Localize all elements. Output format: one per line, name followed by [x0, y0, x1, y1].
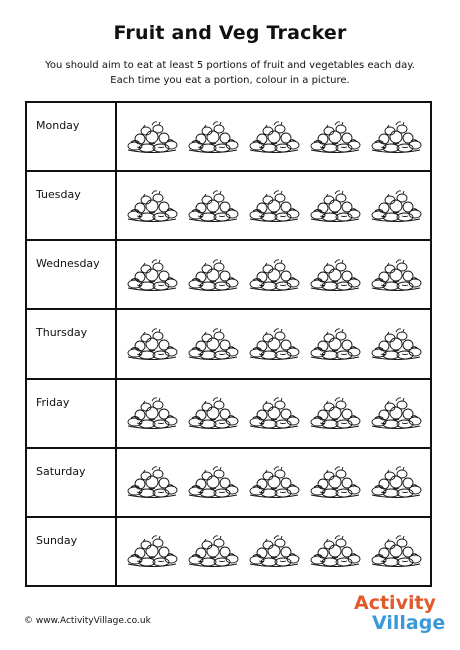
logo-line-2: Village: [372, 612, 446, 634]
fruit-veg-pile-icon: [125, 189, 179, 223]
fruit-veg-pile-icon: [369, 120, 423, 154]
fruit-veg-pile-icon: [186, 534, 240, 568]
fruit-veg-pile-icon: [186, 327, 240, 361]
instructions: [0, 58, 460, 88]
portion-pictures: [117, 241, 430, 308]
fruit-veg-pile-icon: [186, 258, 240, 292]
fruit-veg-pile-icon: [186, 189, 240, 223]
fruit-veg-pile-icon: [308, 120, 362, 154]
portion-pictures: [117, 380, 430, 447]
activity-village-logo: [354, 592, 444, 636]
portion-pictures: [117, 449, 430, 516]
portion-pictures: [117, 103, 430, 170]
fruit-veg-pile-icon: [308, 189, 362, 223]
fruit-veg-pile-icon: [125, 465, 179, 499]
tracker-row-friday: [27, 380, 430, 449]
portion-pictures: [117, 172, 430, 239]
day-label: Tuesday: [27, 172, 117, 239]
fruit-veg-pile-icon: [186, 120, 240, 154]
footer-url: [24, 616, 151, 626]
fruit-veg-pile-icon: [308, 396, 362, 430]
day-label: Wednesday: [27, 241, 117, 308]
fruit-veg-pile-icon: [247, 258, 301, 292]
fruit-veg-pile-icon: [369, 189, 423, 223]
portion-pictures: [117, 518, 430, 585]
tracker-table: [25, 101, 432, 587]
fruit-veg-pile-icon: [369, 327, 423, 361]
fruit-veg-pile-icon: [247, 396, 301, 430]
fruit-veg-pile-icon: [308, 327, 362, 361]
fruit-veg-pile-icon: [247, 534, 301, 568]
fruit-veg-pile-icon: [369, 465, 423, 499]
fruit-veg-pile-icon: [125, 258, 179, 292]
fruit-veg-pile-icon: [308, 534, 362, 568]
fruit-veg-pile-icon: [308, 258, 362, 292]
footer-url-text: © www.ActivityVillage.co.uk: [24, 616, 151, 626]
day-label: Monday: [27, 103, 117, 170]
tracker-row-thursday: [27, 310, 430, 379]
fruit-veg-pile-icon: [369, 396, 423, 430]
tracker-row-monday: [27, 103, 430, 172]
fruit-veg-pile-icon: [247, 327, 301, 361]
tracker-row-tuesday: [27, 172, 430, 241]
fruit-veg-pile-icon: [247, 120, 301, 154]
fruit-veg-pile-icon: [369, 258, 423, 292]
fruit-veg-pile-icon: [125, 120, 179, 154]
day-label: Friday: [27, 380, 117, 447]
fruit-veg-pile-icon: [247, 465, 301, 499]
day-label: Sunday: [27, 518, 117, 585]
logo-line-1: Activity: [354, 592, 436, 614]
day-label: Thursday: [27, 310, 117, 377]
tracker-row-sunday: [27, 518, 430, 585]
fruit-veg-pile-icon: [125, 534, 179, 568]
tracker-row-saturday: [27, 449, 430, 518]
fruit-veg-pile-icon: [308, 465, 362, 499]
portion-pictures: [117, 310, 430, 377]
instruction-line-1: You should aim to eat at least 5 portions of fruit and vegetables each day.: [45, 60, 415, 71]
fruit-veg-pile-icon: [186, 396, 240, 430]
instruction-line-2: Each time you eat a portion, colour in a picture.: [110, 75, 350, 86]
tracker-row-wednesday: [27, 241, 430, 310]
fruit-veg-pile-icon: [125, 327, 179, 361]
fruit-veg-pile-icon: [247, 189, 301, 223]
fruit-veg-pile-icon: [125, 396, 179, 430]
fruit-veg-pile-icon: [186, 465, 240, 499]
fruit-veg-pile-icon: [369, 534, 423, 568]
page-title: Fruit and Veg Tracker: [113, 22, 347, 44]
day-label: Saturday: [27, 449, 117, 516]
